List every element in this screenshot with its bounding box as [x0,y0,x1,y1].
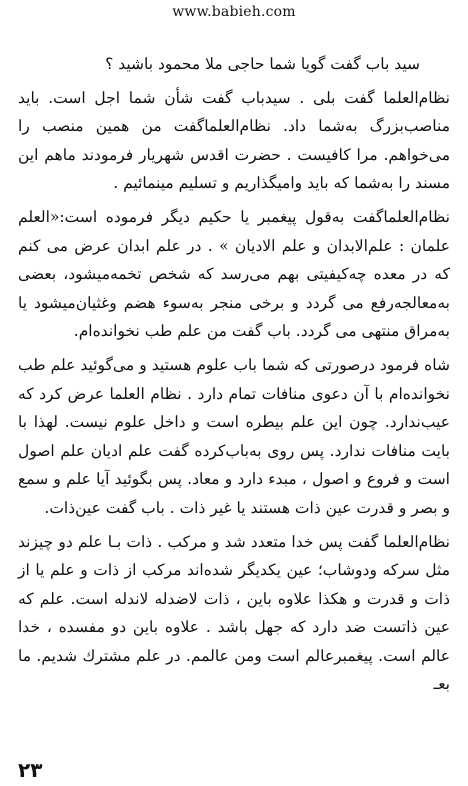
paragraph: نظام‌العلما گفت بلی . سیدباب گفت شأن شما اجل است. باید مناصب‌بزرگ به‌شما داد. نظام‌العلماگفت من همین منصب را می‌خواهم. مرا کافیست . حضرت اقدس شهریار فرمودند ماهم این مسند را به‌شما که باید وامیگذاریم و تسلیم مینمائیم . [18,88,450,193]
paragraph: شاه فرمود درصورتی که شما باب علوم هستید و می‌گوئید علم طب نخوانده‌ام با آن دعوی منافات تمام دارد . نظام العلما عرض کرد که عیب‌ندارد. چون این علم بیطره است و داخل علوم نیست. لهذا با بایت منافات ندارد. پس روی به‌باب‌کرده گفت علم ادیان علم اصول است و فروع و اصول ، مبدء دارد و معاد. پس بگوئید آیا علم و سمع و بصر و قدرت عین ذات هستند یا غیر ذات . باب گفت عین‌ذات. [18,355,450,517]
page-number: ۲۳ [18,758,43,782]
paragraph: نظام‌العلما گفت پس خدا متعدد شد و مرکب . ذات بـا علم دو چیزند مثل سرکه ودوشاب؛ عین یکدیگر شده‌اند مرکب از ذات و علم یا از ذات و قدرت و هکذا علاوه باین ، ذات لاضدله لاندله است. علم که عین ذاتست ضد دارد که جهل باشد . علاوه باین دو مفسده ، خدا عالم است. پیغمبرعالم است ومن عالمم. در علم مشترك شدیم. ما بعـ [18,532,450,694]
paragraph: سید باب گفت گویا شما حاجی ملا محمود باشید ؟ [105,55,420,73]
paragraph: نظام‌العلماگفت به‌قول پیغمبر یا حکیم دیگر فرموده است:«العلم علمان : علم‌الابدان و علم الادیان » . در علم ابدان عرض می کنم که در معده چه‌کیفیتی بهم می‌رسد که شخص تخمه‌میشود، بعضی به‌معالجه‌رفع می گردد و برخی منجر به‌سوء هضم وغثیان‌میشود یا به‌مراق منتهی می گردد. باب گفت من علم طب نخوانده‌ام. [18,207,450,341]
body-text [18,50,450,704]
site-url: www.babieh.com [172,4,296,20]
